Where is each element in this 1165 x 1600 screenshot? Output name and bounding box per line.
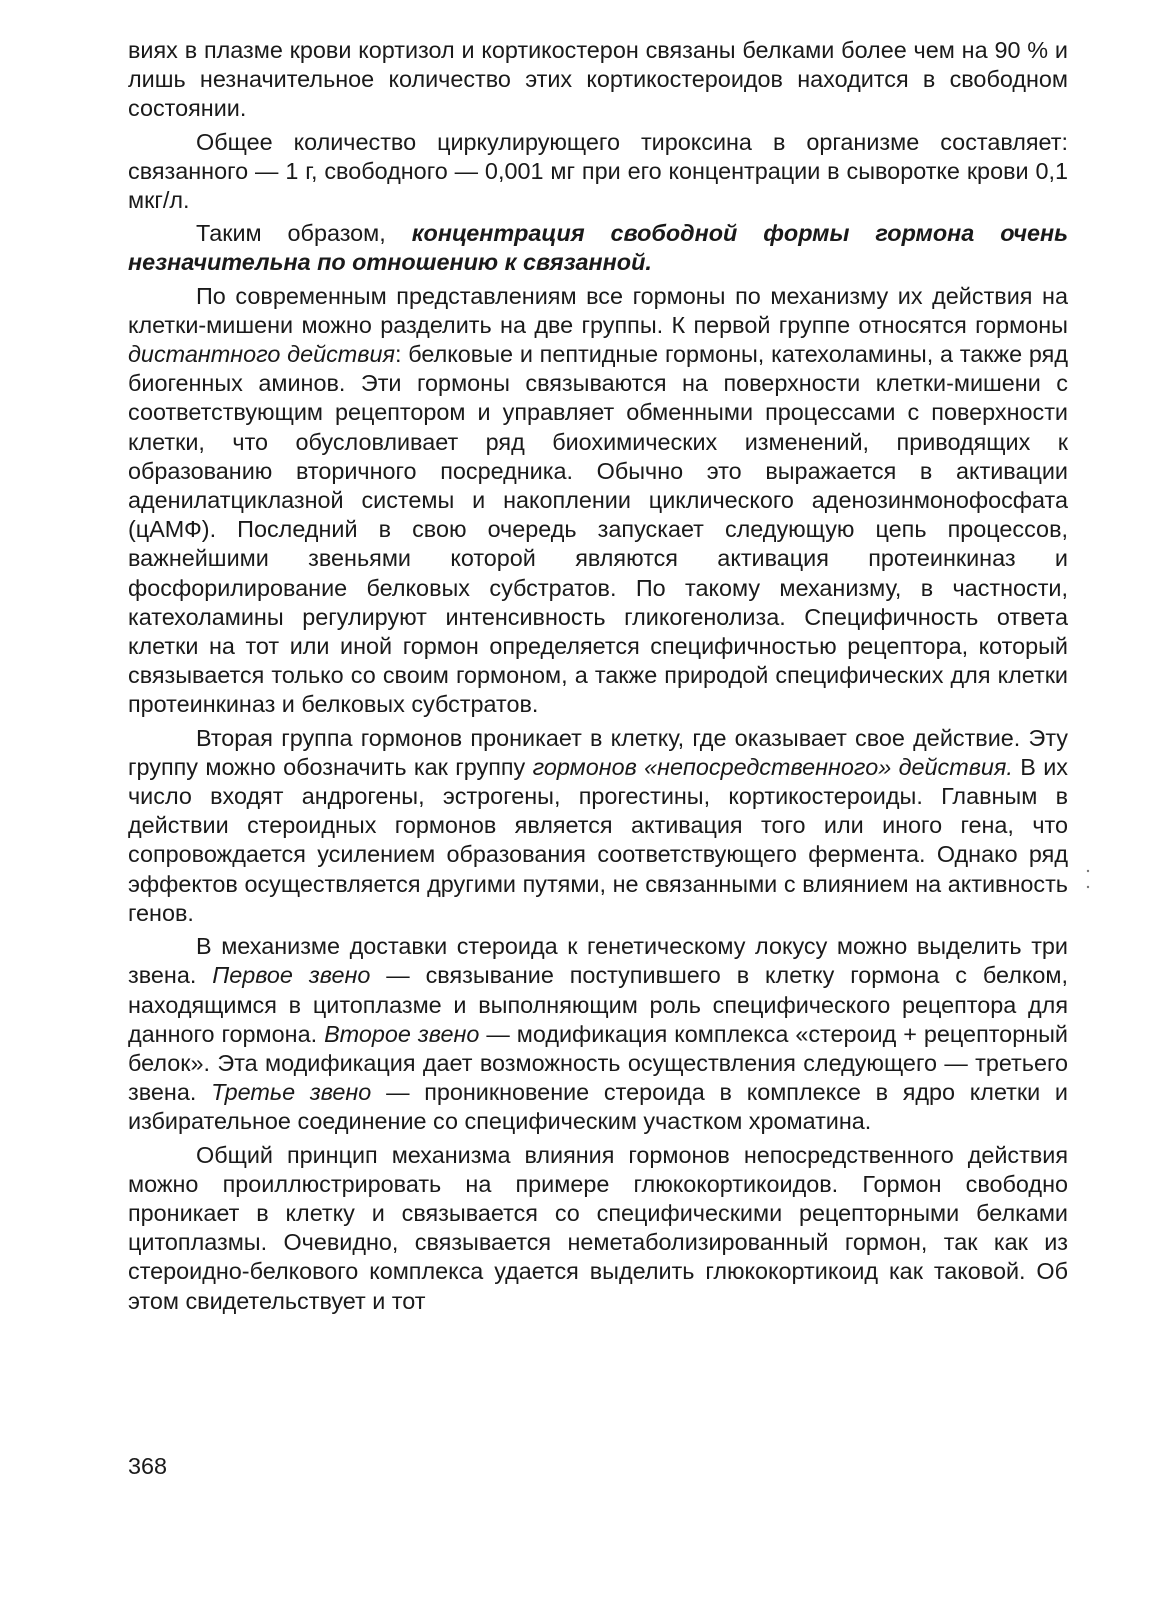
text-segment: — проникновение стероида в комплексе в ядро клетки и избирательное соединение со специфическим участком хроматина. — [128, 1079, 1068, 1135]
text-segment: Общий принцип механизма влияния гормонов непосредственного действия можно проиллюстрировать на примере глюкокортикоидов. Гормон свободно проникает в клетку и связывается со специфическими рецепторными белками цитоплазмы. Очевидно, связывается неметаболизированный гормон, так как из стероидно-белкового комплекса удается выделить глюкокортикоид как таковой. Об этом свидетельствует и тот — [128, 1141, 1068, 1314]
margin-mark — [1085, 868, 1091, 890]
paragraph-2 — [128, 128, 1068, 216]
emphasis-bold-italic: концентрация свободной формы гормона очень незначительна по отношению к связанной. — [128, 220, 1068, 276]
text-segment: По современным представлениям все гормоны по механизму их действия на клетки-мишени можно разделить на две группы. К первой группе относятся гормоны — [128, 282, 1068, 338]
emphasis-italic: дистантного действия — [128, 341, 395, 368]
text-segment: : белковые и пептидные гормоны, катехоламины, а также ряд биогенных аминов. Эти гормоны связываются на поверхности клетки-мишени с соответствующим рецептором и управляет обменными процессами с поверхности клетки, что обусловливает ряд биохимических изменений, приводящих к образованию вторичного посредника. Обычно это выражается в активации аденилатциклазной системы и накоплении циклического аденозинмонофосфата (цАМФ). Последний в свою очередь запускает следующую цепь процессов, важнейшими звеньями которой являются активация протеинкиназ и фосфорилирование белковых субстратов. По такому механизму, в частности, катехоламины регулируют интенсивность гликогенолиза. Специфичность ответа клетки на тот или иной гормон определяется специфичностью рецептора, который связывается только со своим гормоном, а также природой специфических для клетки протеинкиназ и белковых субстратов. — [128, 341, 1068, 718]
text-segment: — связывание поступившего в клетку гормона с белком, находящимся в цитоплазме и выполняющим роль специфического рецептора для данного гормона. — [128, 962, 1068, 1047]
emphasis-italic: Первое звено — [212, 962, 371, 989]
text-segment: Таким образом, — [196, 220, 412, 247]
margin-tick-icon — [1085, 868, 1091, 890]
paragraph-7 — [128, 1141, 1068, 1316]
emphasis-italic: гормонов «непосредственного» действия. — [532, 753, 1013, 780]
text-segment: Вторая группа гормонов проникает в клетку, где оказывает свое действие. Эту группу можно обозначить как группу — [128, 724, 1068, 780]
page-number: 368 — [128, 1453, 168, 1479]
text-segment: В механизме доставки стероида к генетическому локусу можно выделить три звена. — [128, 933, 1068, 989]
emphasis-italic: Второе звено — [324, 1020, 480, 1047]
page-body — [128, 36, 1068, 1316]
paragraph-1 — [128, 36, 1068, 124]
paragraph-5 — [128, 724, 1068, 928]
text-segment: виях в плазме крови кортизол и кортикостерон связаны белками более чем на 90 % и лишь незначительное количество этих кортикостероидов находится в свободном состоянии. — [128, 37, 1068, 122]
paragraph-3 — [128, 219, 1068, 277]
paragraph-6 — [128, 932, 1068, 1136]
emphasis-italic: Третье звено — [211, 1079, 372, 1106]
text-segment: Общее количество циркулирующего тироксина в организме составляет: связанного — 1 г, свободного — 0,001 мг при его концентрации в сыворотке крови 0,1 мкг/л. — [128, 128, 1068, 214]
text-segment: В их число входят андрогены, эстрогены, прогестины, кортикостероиды. Главным в действии стероидных гормонов является активация того или иного гена, что сопровождается усилением образования соответствующего фермента. Однако ряд эффектов осуществляется другими путями, не связанными с влиянием на активность генов. — [128, 753, 1068, 926]
paragraph-4 — [128, 282, 1068, 720]
text-segment: — модификация комплекса «стероид + рецепторный белок». Эта модификация дает возможность осуществления следующего — третьего звена. — [128, 1020, 1068, 1106]
